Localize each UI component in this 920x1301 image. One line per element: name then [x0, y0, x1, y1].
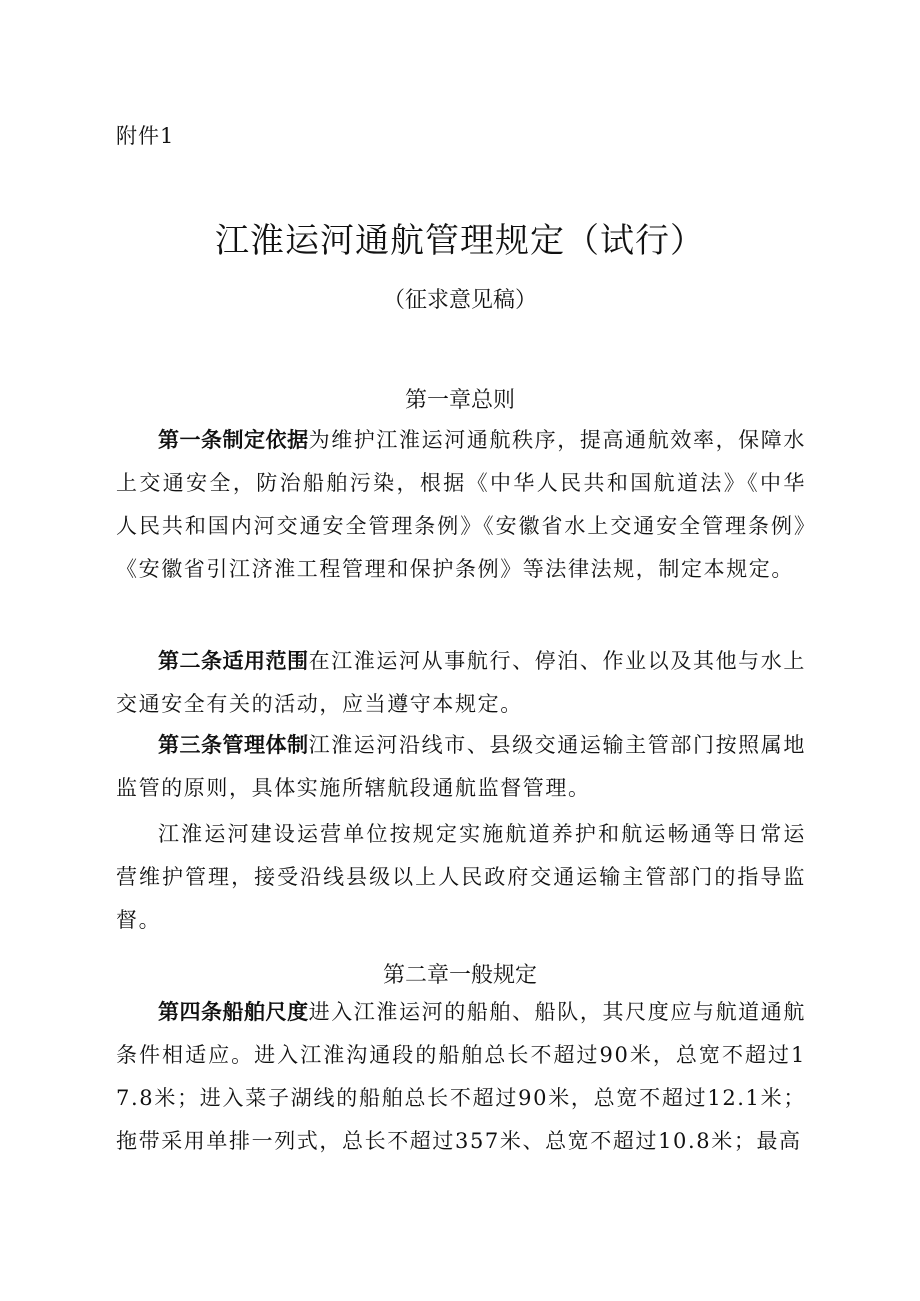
article-2-paragraph [116, 640, 806, 726]
article-1-text: 为维护江淮运河通航秩序，提高通航效率，保障水上交通安全，防治船舶污染，根据《中华人民共和国航道法》《中华人民共和国内河交通安全管理条例》《安徽省水上交通安全管理条例》《安徽省引江济淮工程管理和保护条例》等法律法规，制定本规定。 [116, 428, 806, 581]
document-title: 江淮运河通航管理规定（试行） [215, 221, 705, 261]
article-2-text: 在江淮运河从事航行、停泊、作业以及其他与水上交通安全有关的活动，应当遵守本规定。 [116, 649, 806, 716]
article-3-paragraph [116, 724, 806, 810]
chapter-heading-2: 第二章一般规定 [382, 963, 537, 988]
chapter-heading-1: 第一章总则 [404, 388, 515, 413]
article-3-text-2: 江淮运河建设运营单位按规定实施航道养护和航运畅通等日常运营维护管理，接受沿线县级以上人民政府交通运输主管部门的指导监督。 [116, 822, 806, 932]
article-4-paragraph [116, 991, 806, 1163]
article-1-paragraph [116, 419, 806, 591]
article-4-text: 进入江淮运河的船舶、船队，其尺度应与航道通航条件相适应。进入江淮沟通段的船舶总长不超过90米，总宽不超过17.8米；进入菜子湖线的船舶总长不超过90米，总宽不超过12.1米；拖带采用单排一列式，总长不超过357米、总宽不超过10.8米；最高 [116, 1000, 806, 1153]
document-subtitle: （征求意见稿） [382, 288, 537, 313]
article-4-label: 第四条船舶尺度 [158, 1000, 309, 1024]
article-3-paragraph-2 [116, 813, 806, 942]
article-2-label: 第二条适用范围 [158, 649, 309, 673]
article-3-label: 第三条管理体制 [158, 733, 309, 757]
attachment-label: 附件1 [116, 124, 175, 148]
article-3-text: 江淮运河沿线市、县级交通运输主管部门按照属地监管的原则，具体实施所辖航段通航监督管理。 [116, 733, 806, 800]
article-1-label: 第一条制定依据 [158, 428, 309, 452]
